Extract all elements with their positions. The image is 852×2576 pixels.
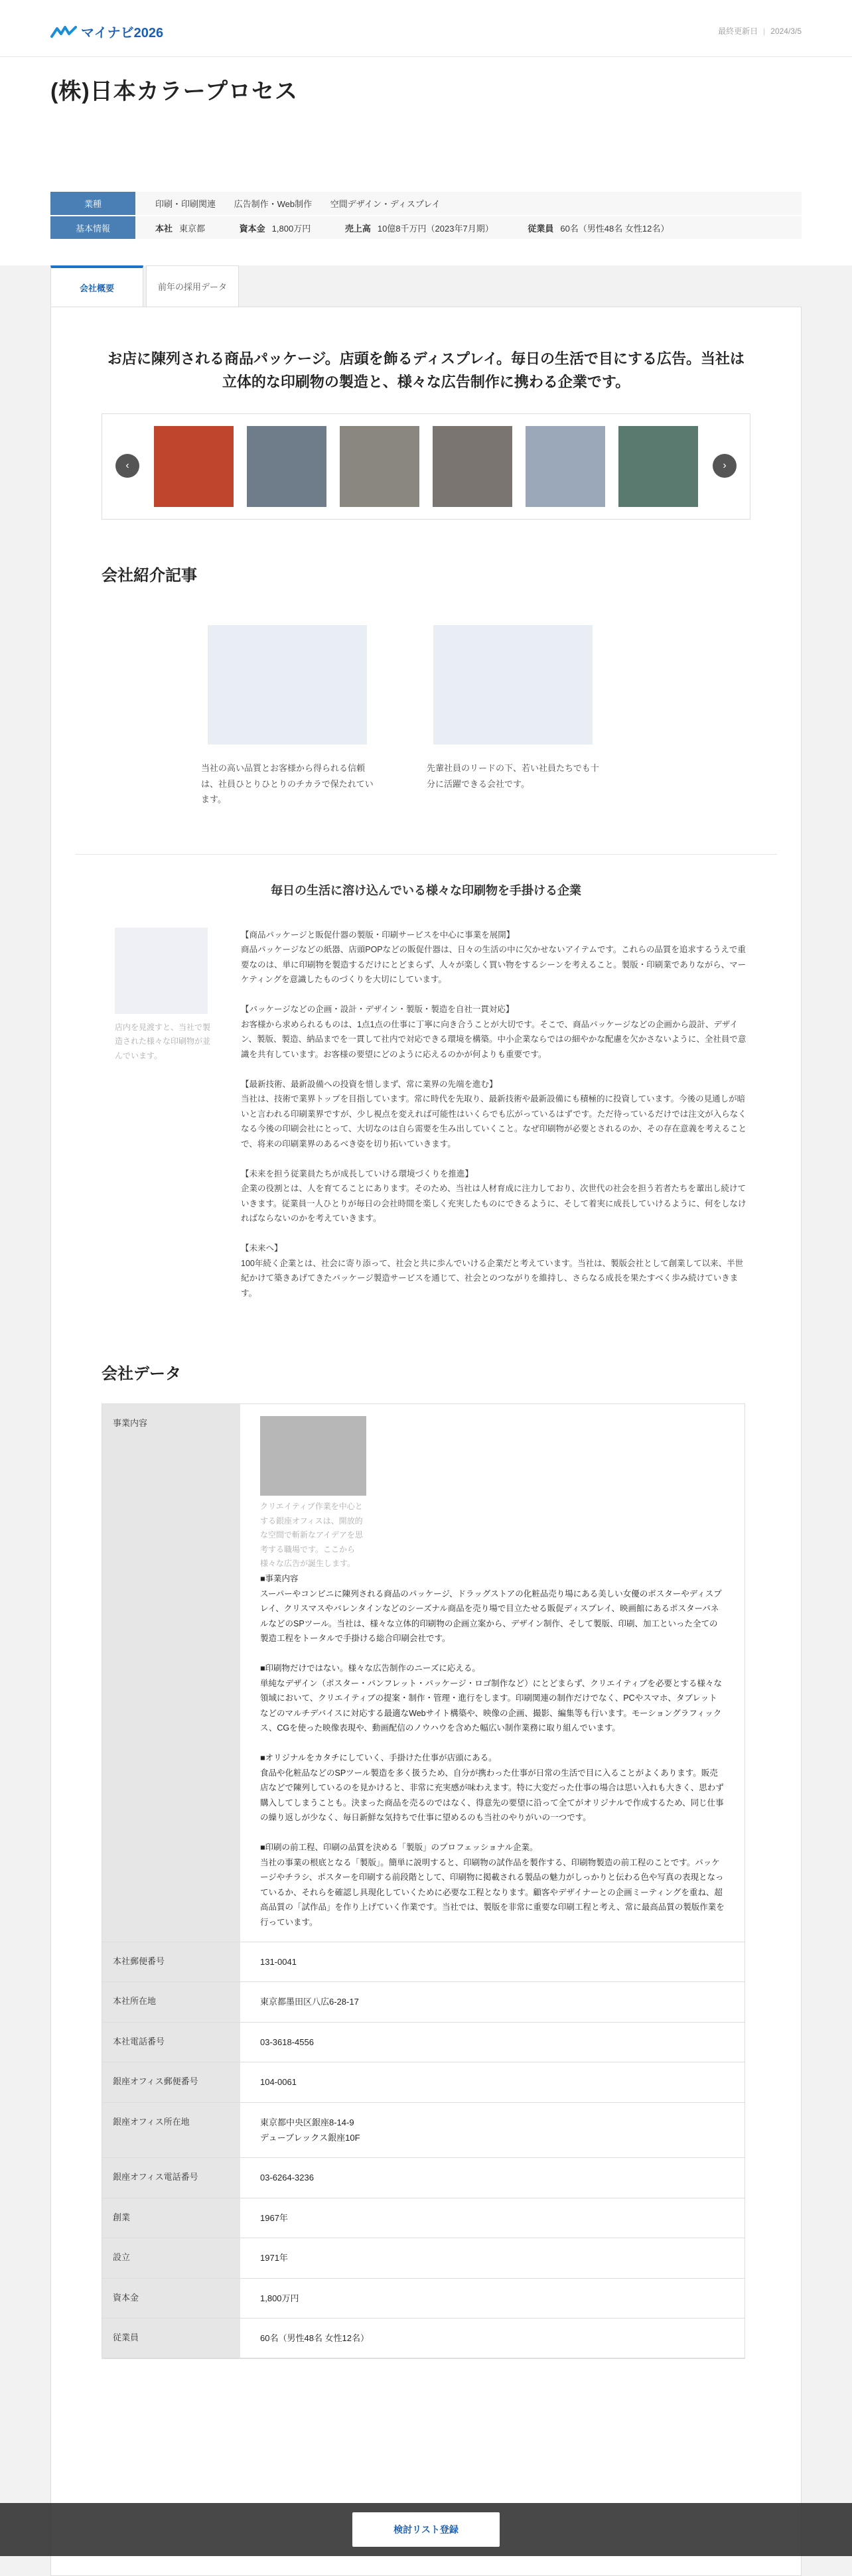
row-key: 銀座オフィス所在地 [102,2103,240,2158]
table-row [102,1982,745,2022]
industry-item: 空間デザイン・ディスプレイ [330,199,441,209]
row-key: 本社所在地 [102,1982,240,2021]
top-header [0,0,852,57]
company-meta-table [50,192,802,240]
row-key: 本社電話番号 [102,2023,240,2062]
company-name: (株)日本カラープロセス [50,79,298,104]
sticky-bottom-bar [0,2503,852,2556]
basic-employees [528,224,685,234]
basic-val: 東京都 [179,223,206,234]
feature-body: 【商品パッケージと販促什器の製版・印刷サービスを中心に事業を展開】 商品パッケージなどの紙器、店頭POPなどの販促什器は、日々の生活の中に欠かせないアイテムです。これらの品質を追求するうえで重要なのは、単に印刷物を製造するだけにとどまらず、人々が楽しく買い物をするシーンを考えること。製版・印刷業でありながら、マーケティングを意識したものづくりを大切にしています。 【パッケージなどの企画・設計・デザイン・製版・製造を自社一貫対応】 お客様から求められるものは、1点1点の仕事に丁寧に向き合うことが大切です。そこで、商品パッケージなどの企画から設計、デザイン、製版、製造、納品までを一貫して社内で対応できる環境を構築。中小企業ならではの細やかな配慮を欠かさないように、全社員で意識を共有しています。お客様の要望にどのように応えるのかが何よりも重要です。 【最新技術、最新設備への投資を惜しまず、常に業界の先端を進む】 当社は、技術で業界トップを目指しています。常に時代を先取り、最新技術や最新設備にも積極的に投資しています。今後の見通しが暗いと言われる印刷業界ですが、少し視点を変えれば可能性はいくらでも広がっているはずです。ただ待っているだけでは注文が入らなくなる今後の印刷会社にとって、大切なのは自ら需要を生み出していくこと。なぜ印刷物が必要とされるのか、その存在意義を考えることで、将来の印刷業界のあるべき姿を切り拓いていきます。 【未来を担う従業員たちが成長していける環境づくりを推進】 企業の役割とは、人を育てることにあります。そのため、当社は人材育成に注力しており、次世代の社会を担う若者たちを輩出し続けていきます。従業員一人ひとりが毎日の会社時間を楽しく充実したものにできるように、そして着実に成長していけるように、何をしなければならないのかを考えていきます。 【未来へ】 100年続く企業とは、社会に寄り添って、社会と共に歩んでいける企業だと考えています。当社は、製版会社として創業して以来、半世紀かけて築きあげてきたパッケージ製造サービスを通じて、社会とのつながりを維持し、さらなる成長を果たすべく歩み続けていきます。 [241,930,747,1298]
office-photo [260,1416,366,1496]
row-value: 東京都墨田区八広6-28-17 [260,1997,359,2007]
last-updated: 最終更新日 | 2024/3/5 [718,27,802,36]
tab-company-overview[interactable]: 会社概要 [50,265,143,307]
article-card[interactable] [201,625,374,807]
table-row [102,2319,745,2358]
updated-date: 2024/3/5 [770,27,802,36]
table-row [102,1404,745,1942]
row-key: 従業員 [102,2319,240,2358]
row-value [240,1404,745,1942]
section-title-company-data: 会社データ [102,1365,181,1384]
row-value: 03-6264-3236 [260,2173,314,2183]
industry-item: 印刷・印刷関連 [155,199,216,209]
carousel-next-icon[interactable]: › [713,454,737,478]
carousel-photo[interactable] [247,426,326,507]
row-value: 1967年 [260,2212,288,2223]
company-header [0,57,852,265]
article-caption: 先輩社員のリードの下、若い社員たちでも十分に活躍できる会社です。 [427,763,599,789]
industry-item: 広告制作・Web制作 [234,199,313,209]
row-key: 設立 [102,2238,240,2277]
feature-photo [115,928,208,1014]
industry-tag: 業種 [50,192,135,216]
row-key: 銀座オフィス郵便番号 [102,2062,240,2102]
row-key: 資本金 [102,2279,240,2318]
feature-photo-caption: 店内を見渡すと、当社で製造された様々な印刷物が並んでいます。 [115,1022,211,1060]
row-value: 60名（男性48名 女性12名） [260,2332,369,2343]
article-photo [208,625,367,745]
table-row [102,2198,745,2238]
basic-key: 本社 [155,223,173,234]
catch-copy: お店に陳列される商品パッケージ。店頭を飾るディスプレイ。毎日の生活で目にする広告。当社は立体的な印刷物の製造と、様々な広告制作に携わる企業です。 [107,350,745,391]
table-row [102,2279,745,2319]
section-divider [75,854,777,855]
row-key: 本社郵便番号 [102,1942,240,1981]
business-description: ■事業内容 スーパーやコンビニに陳列される商品のパッケージ、ドラッグストアの化粧品売り場にある美しい女優のポスターやディスプレイ、クリスマスやバレンタインなどのシーズナル商品を売り場で目立たせる販促ディスプレイ、映画館にあるポスターパネルなどのSPツール。当社は、様々な立体的印刷物の企画立案から、デザイン制作、そして製版、印刷、加工といった全ての製造工程をトータルで手掛ける総合印刷会社です。 ■印刷物だけではない。様々な広告制作のニーズに応える。 単純なデザイン（ポスター・パンフレット・パッケージ・ロゴ制作など）にとどまらず、クリエイティブを必要とする様々な領域において、クリエイティブの提案・制作・管理・進行をします。印刷関連の制作だけでなく、PCやスマホ、タブレットなどのマルチデバイスに対応する最適なWebサイト構築や、映像の企画、撮影、編集等も行います。モーショングラフィックス、CGを使った映像表現や、動画配信のノウハウを含めた幅広い制作業務に取り組んでいます。 ■オリジナルをカタチにしていく、手掛けた仕事が店頭にある。 食品や化粧品などのSPツール製造を多く扱うため、自分が携わった仕事が日常の生活で目に入ることがよくあります。販売店などで陳列しているのを見かけると、非常に充実感が味わえます。特に大変だった仕事の場合は思い入れも大きく、思わず購入してしまうことも。決まった商品を売るのではなく、得意先の要望に沿って全てがオリジナルで作成するため、同じ仕事の繰り返しが少なく、毎日新鮮な気持ちで仕事に望めるのも当社のやりがいの一つです。 ■印刷の前工程、印刷の品質を決める「製版」のプロフェッショナル企業。 当社の事業の根底となる「製版」。簡単に説明すると、印刷物の試作品を製作する、印刷物製造の前工程のことです。パッケージやチラシ、ポスターを印刷する前段階として、印刷物に掲載される製品の魅力がしっかりと伝わる色や写真の表現となっているか、それらを確認し具現化していくために必要な工程となります。顧客やデザイナーとの企画ミーティングを重ね、超高品質の「試作品」を作り上げていく作業です。当社では、製版を非常に重要な印刷工程と考え、常に最高品質の製版作業を行っています。 [260,1574,725,1927]
table-row [102,2023,745,2062]
add-to-list-button[interactable]: 検討リスト登録 [352,2512,500,2547]
row-value: 1,800万円 [260,2293,299,2303]
basic-sales [345,224,510,234]
office-photo-caption: クリエイティブ作業を中心とする銀座オフィスは、開放的な空間で斬新なアイデアを思考する職場です。ここから様々な広告が誕生します。 [260,1502,363,1569]
table-row [102,2158,745,2198]
basic-capital [240,224,327,234]
basic-val: 1,800万円 [271,223,311,234]
article-list [102,625,750,807]
table-row [102,2238,745,2278]
carousel-photo[interactable] [154,426,234,507]
row-value: 1971年 [260,2253,288,2263]
basic-key: 売上高 [344,223,371,234]
logo-text: マイナビ2026 [81,26,164,40]
tab-last-year-recruit-data[interactable]: 前年の採用データ [146,265,239,307]
table-row [102,2062,745,2102]
basic-val: 10億8千万円（2023年7月期） [377,223,494,234]
carousel-photo[interactable] [618,426,698,507]
photo-carousel [102,413,750,520]
carousel-prev-icon[interactable]: ‹ [115,454,139,478]
section-title-articles: 会社紹介記事 [102,567,197,585]
basic-info-tag: 基本情報 [50,216,135,240]
basic-info-values [135,216,802,240]
row-value: 03-3618-4556 [260,2037,314,2047]
feature-block [102,928,750,1301]
article-card[interactable] [427,625,599,807]
feature-title: 毎日の生活に溶け込んでいる様々な印刷物を手掛ける企業 [271,883,581,897]
logo-mark-icon [50,25,77,39]
industry-values [135,192,802,216]
company-data-table [102,1403,745,2359]
basic-key: 従業員 [528,223,554,234]
row-value: 東京都中央区銀座8-14-9 デューブレックス銀座10F [260,2117,360,2143]
updated-label: 最終更新日 [718,27,758,36]
carousel-photo[interactable] [526,426,605,507]
article-caption: 当社の高い品質とお客様から得られる信頼は、社員ひとりひとりのチカラで保たれています。 [201,763,374,805]
basic-hq [155,224,221,234]
overview-panel [50,307,802,2576]
basic-key: 資本金 [239,223,265,234]
row-value: 131-0041 [260,1957,297,1968]
main-content [50,265,802,2576]
row-key: 事業内容 [102,1404,240,1942]
row-key: 銀座オフィス電話番号 [102,2158,240,2197]
carousel-photo[interactable] [340,426,419,507]
mynavi-logo[interactable] [50,22,163,41]
tab-bar [50,265,802,307]
row-key: 創業 [102,2198,240,2238]
carousel-photo[interactable] [433,426,512,507]
basic-val: 60名（男性48名 女性12名） [560,223,670,234]
article-photo [433,625,593,745]
row-value: 104-0061 [260,2077,297,2088]
table-row [102,2103,745,2159]
table-row [102,1942,745,1982]
